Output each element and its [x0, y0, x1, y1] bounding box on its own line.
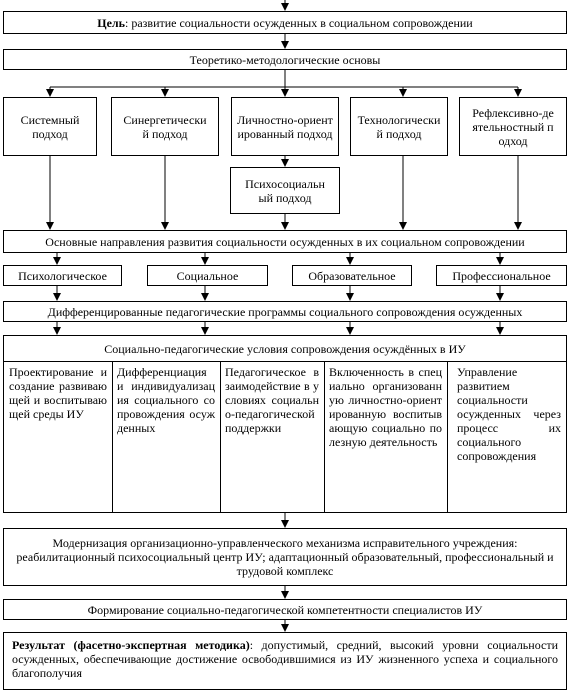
conditions-title: [4, 336, 566, 362]
competence-text: Формирование социально-педагогической компетентности специалистов ИУ: [87, 602, 483, 617]
direction-psychological: [3, 265, 122, 286]
approach-reflexive: [459, 97, 567, 156]
direction-label: Профессиональное: [452, 268, 551, 283]
condition-text: Проектирование и создание развивающей и воспитывающей среды ИУ: [9, 365, 107, 421]
goal-label: Цель: [97, 15, 125, 30]
programs-box: [3, 301, 567, 322]
theory-box: [3, 49, 567, 70]
directions-title: Основные направления развития социальности осужденных в их социальном сопровождении: [45, 234, 525, 249]
direction-educational: [292, 265, 412, 286]
condition-text: Педагогическое взаимодействие в условиях социально-педагогической поддержки: [225, 365, 319, 435]
theory-label: Теоретико-методологические основы: [189, 52, 381, 67]
approach-label: Рефлексивно-деятельностный подход: [472, 105, 554, 148]
direction-label: Образовательное: [308, 268, 396, 283]
programs-label: Дифференцированные педагогические программы социального сопровождения осужденных: [47, 304, 523, 319]
goal-box: [3, 11, 567, 34]
result-text: : допустимый, средний, высокий уровни социальности осужденных, обеспечивающие достижение освободившимися из ИУ жизненного успеха и социального благополучия: [12, 638, 558, 680]
approach-label: Синергетический подход: [123, 112, 207, 141]
direction-label: Социальное: [176, 268, 239, 283]
conditions-box: [3, 335, 567, 513]
condition-interaction: [220, 361, 324, 512]
modernization-box: [3, 528, 567, 586]
approach-synergetic: [111, 97, 219, 156]
approach-psychosocial: [230, 167, 340, 214]
condition-text: Дифференциация и индивидуализация социального сопровождения осужденных: [117, 365, 215, 435]
competence-box: [3, 599, 567, 620]
result-box: [3, 632, 567, 690]
approach-person-oriented: [231, 97, 339, 156]
modernization-text: Модернизация организационно-управленческого механизма исправительного учреждения: реабилитационный психосоциальный центр ИУ; адаптационный образовательный, профессиональный и трудовой комплекс: [16, 536, 554, 578]
approach-label: Психосоциальный подход: [245, 176, 325, 205]
condition-text: Включенность в специально организованную личностно-ориентированную воспитывающую социально полезную деятельность: [329, 365, 442, 449]
approach-label: Технологический подход: [357, 112, 441, 141]
condition-differentiation: [112, 361, 220, 512]
condition-involvement: [324, 361, 447, 512]
directions-box: [3, 230, 567, 253]
condition-environment: [4, 361, 112, 512]
goal-text: : развитие социальности осужденных в социальном сопровождении: [125, 15, 473, 30]
direction-label: Психологическое: [18, 268, 107, 283]
approach-label: Системный подход: [20, 112, 80, 141]
conditions-title-text: Социально-педагогические условия сопровождения осуждённых в ИУ: [104, 341, 466, 356]
approach-label: Личностно-ориентированный подход: [237, 112, 333, 141]
conditions-columns: [4, 361, 566, 512]
direction-social: [147, 265, 268, 286]
direction-professional: [436, 265, 567, 286]
approach-technological: [350, 97, 448, 156]
approach-systemic: [3, 97, 97, 156]
condition-text: Управление развитием социальности осужденных через процесс их социального сопровождения: [457, 365, 561, 463]
condition-management: [447, 361, 566, 512]
result-label: Результат (фасетно-экспертная методика): [12, 638, 250, 652]
